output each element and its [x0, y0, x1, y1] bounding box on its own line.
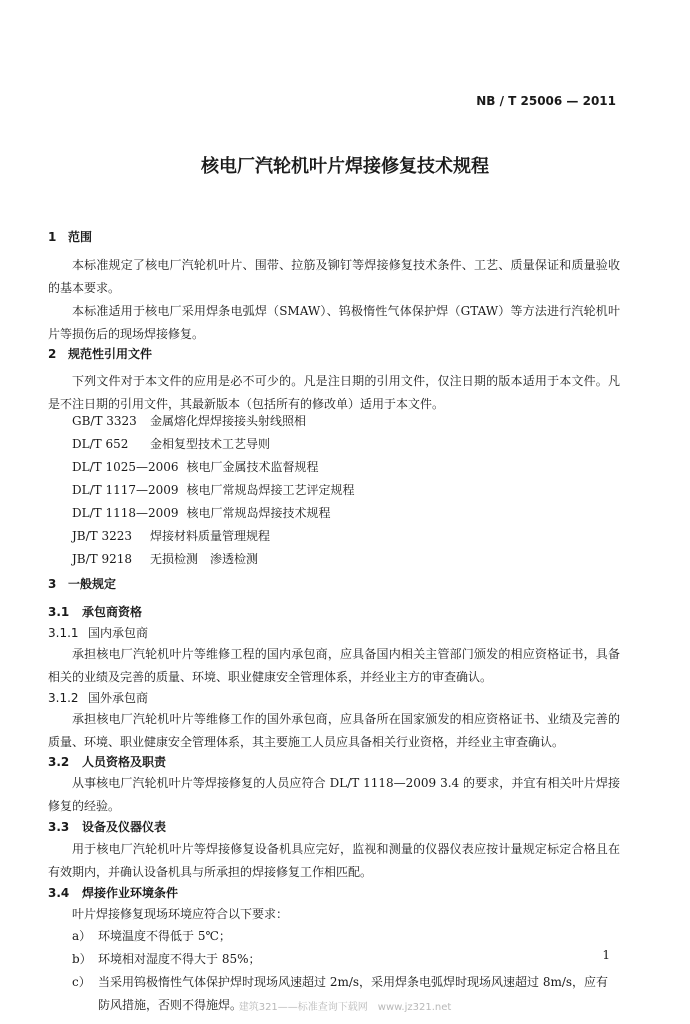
section-title: 规范性引用文件: [68, 347, 153, 361]
document-title: 核电厂汽轮机叶片焊接修复技术规程: [201, 156, 489, 177]
reference-title: 焊接材料质量管理规程: [150, 529, 271, 543]
reference-code: GB/T 3323: [72, 414, 137, 428]
section-title: 设备及仪器仪表: [82, 820, 167, 834]
section-number: 3.1.1: [48, 626, 79, 640]
reference-code: DL/T 1118—2009: [72, 506, 179, 520]
subsection-3-4-intro: 叶片焊接修复现场环境应符合以下要求：: [72, 907, 289, 921]
section-number: 2: [48, 347, 57, 361]
reference-item: [72, 458, 319, 475]
list-item-label: b）: [72, 952, 92, 966]
section-title: 人员资格及职责: [82, 755, 167, 769]
list-item-text: 当采用钨极惰性气体保护焊时现场风速超过 2m/s，采用焊条电弧焊时现场风速超过 8m/s，应有防风措施，否则不得施焊。: [98, 975, 609, 1012]
list-item-text: 环境相对湿度不得大于 85%；: [98, 952, 261, 966]
section-title: 承包商资格: [82, 605, 143, 619]
list-item-label: c）: [72, 975, 91, 989]
subsection-3-1-1-heading: [48, 624, 148, 641]
section-number: 3: [48, 577, 57, 591]
section-number: 3.1: [48, 605, 70, 619]
section-title: 范围: [68, 230, 93, 244]
reference-code: DL/T 1025—2006: [72, 460, 179, 474]
subsection-3-2-text: 从事核电厂汽轮机叶片等焊接修复的人员应符合 DL/T 1118—2009 3.4 的要求，并宜有相关叶片焊接修复的经验。: [48, 776, 620, 813]
list-item-text: 环境温度不得低于 5℃；: [98, 929, 231, 943]
list-item: [72, 948, 620, 971]
reference-code: JB/T 9218: [72, 552, 133, 566]
section-title: 国外承包商: [88, 691, 149, 705]
section-title: 国内承包商: [88, 626, 149, 640]
standard-number: NB / T 25006 — 2011: [476, 94, 616, 108]
section-number: 3.1.2: [48, 691, 79, 705]
footer-watermark: 建筑321——标准查询下载网 www.jz321.net: [238, 1002, 452, 1013]
reference-title: 核电厂常规岛焊接技术规程: [186, 506, 331, 520]
subsection-3-4-heading: [48, 884, 178, 901]
reference-item: [72, 550, 258, 567]
reference-title: 无损检测 渗透检测: [150, 552, 259, 566]
section-1-paragraph-1: 本标准规定了核电厂汽轮机叶片、围带、拉筋及铆钉等焊接修复技术条件、工艺、质量保证和质量验收的基本要求。: [48, 258, 620, 295]
section-number: 1: [48, 230, 57, 244]
reference-title: 金属熔化焊焊接接头射线照相: [150, 414, 307, 428]
section-1-heading: [48, 228, 92, 245]
subsection-3-1-heading: [48, 603, 142, 620]
subsection-3-1-2-heading: [48, 689, 148, 706]
section-title: 一般规定: [68, 577, 117, 591]
reference-item: [72, 481, 355, 498]
list-item-label: a）: [72, 929, 92, 943]
reference-item: [72, 435, 270, 452]
section-number: 3.2: [48, 755, 70, 769]
section-number: 3.4: [48, 886, 70, 900]
reference-title: 金相复型技术工艺导则: [150, 437, 271, 451]
list-item: [72, 925, 620, 948]
reference-item: [72, 412, 306, 429]
subsection-3-2-heading: [48, 753, 166, 770]
subsection-3-3-heading: [48, 818, 166, 835]
section-1-paragraph-2: 本标准适用于核电厂采用焊条电弧焊（SMAW）、钨极惰性气体保护焊（GTAW）等方法进行汽轮机叶片等损伤后的现场焊接修复。: [48, 304, 620, 341]
subsection-3-3-text: 用于核电厂汽轮机叶片等焊接修复设备机具应完好，监视和测量的仪器仪表应按计量规定标定合格且在有效期内，并确认设备机具与所承担的焊接修复工作相匹配。: [48, 842, 620, 879]
subsection-3-1-1-text: 承担核电厂汽轮机叶片等维修工程的国内承包商，应具备国内相关主管部门颁发的相应资格证书，具备相关的业绩及完善的质量、环境、职业健康安全管理体系，并经业主方的审查确认。: [48, 647, 620, 684]
reference-code: DL/T 1117—2009: [72, 483, 179, 497]
section-2-heading: [48, 345, 152, 362]
reference-code: JB/T 3223: [72, 529, 133, 543]
reference-code: DL/T 652: [72, 437, 129, 451]
section-number: 3.3: [48, 820, 70, 834]
reference-item: [72, 504, 331, 521]
section-title: 焊接作业环境条件: [82, 886, 179, 900]
section-2-intro: 下列文件对于本文件的应用是必不可少的。凡是注日期的引用文件，仅注日期的版本适用于本文件。凡是不注日期的引用文件，其最新版本（包括所有的修改单）适用于本文件。: [48, 374, 620, 411]
reference-item: [72, 527, 270, 544]
section-3-heading: [48, 575, 116, 592]
reference-title: 核电厂金属技术监督规程: [186, 460, 319, 474]
page-number: 1: [602, 948, 610, 962]
subsection-3-1-2-text: 承担核电厂汽轮机叶片等维修工作的国外承包商，应具备所在国家颁发的相应资格证书、业绩及完善的质量、环境、职业健康安全管理体系，其主要施工人员应具备相关行业资格，并经业主审查确认。: [48, 712, 620, 749]
reference-title: 核电厂常规岛焊接工艺评定规程: [186, 483, 355, 497]
